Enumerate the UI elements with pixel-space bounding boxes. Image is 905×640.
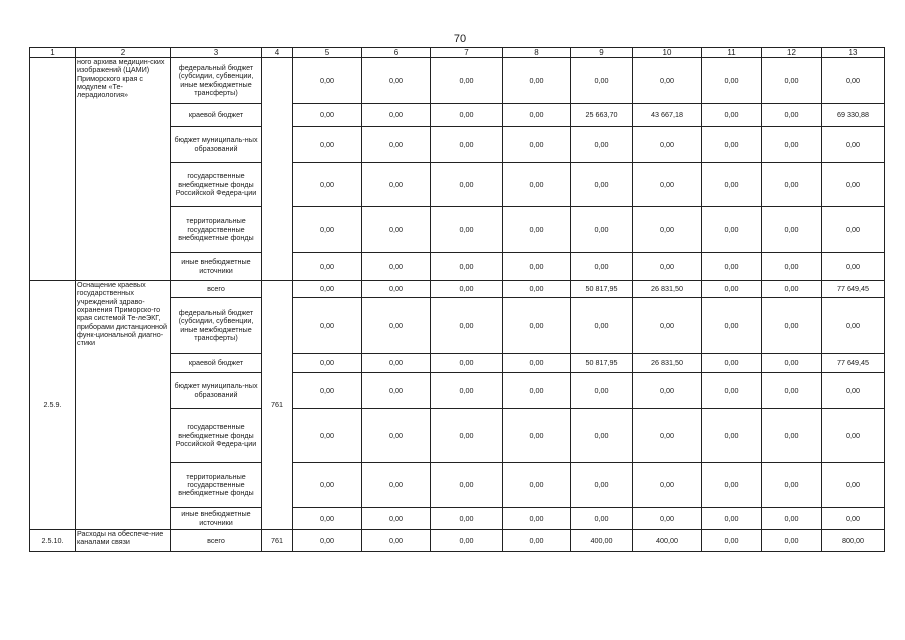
- amount-cell: 0,00: [822, 253, 885, 281]
- amount-cell: 0,00: [571, 508, 633, 530]
- amount-cell: 0,00: [762, 104, 822, 127]
- amount-cell: 0,00: [702, 281, 762, 298]
- amount-cell: 0,00: [633, 253, 702, 281]
- amount-cell: 0,00: [293, 463, 362, 508]
- amount-cell: 50 817,95: [571, 354, 633, 373]
- amount-cell: 0,00: [293, 508, 362, 530]
- amount-cell: 0,00: [362, 127, 431, 163]
- header-cell: 11: [702, 48, 762, 58]
- amount-cell: 0,00: [633, 58, 702, 104]
- amount-cell: 0,00: [571, 298, 633, 354]
- table-row: [30, 281, 885, 298]
- header-cell: 7: [431, 48, 503, 58]
- amount-cell: 0,00: [362, 409, 431, 463]
- amount-cell: 0,00: [503, 163, 571, 207]
- amount-cell: 0,00: [762, 463, 822, 508]
- amount-cell: 0,00: [702, 207, 762, 253]
- amount-cell: 0,00: [633, 207, 702, 253]
- amount-cell: 0,00: [503, 253, 571, 281]
- item-code: 2.5.10.: [30, 530, 76, 552]
- item-code: 2.5.9.: [30, 281, 76, 530]
- amount-cell: 0,00: [822, 207, 885, 253]
- amount-cell: 0,00: [822, 298, 885, 354]
- amount-cell: 0,00: [762, 298, 822, 354]
- header-cell: 3: [171, 48, 262, 58]
- amount-cell: 0,00: [431, 463, 503, 508]
- amount-cell: 0,00: [702, 127, 762, 163]
- header-cell: 9: [571, 48, 633, 58]
- amount-cell: 0,00: [762, 127, 822, 163]
- amount-cell: 0,00: [503, 281, 571, 298]
- amount-cell: 0,00: [293, 409, 362, 463]
- amount-cell: 0,00: [702, 354, 762, 373]
- funding-source: территориальные государственные внебюджетные фонды: [171, 463, 262, 508]
- amount-cell: 0,00: [633, 463, 702, 508]
- amount-cell: 69 330,88: [822, 104, 885, 127]
- amount-cell: 0,00: [362, 104, 431, 127]
- amount-cell: 0,00: [702, 104, 762, 127]
- amount-cell: 0,00: [293, 281, 362, 298]
- amount-cell: 0,00: [293, 253, 362, 281]
- amount-cell: 0,00: [293, 104, 362, 127]
- amount-cell: 0,00: [702, 253, 762, 281]
- amount-cell: 0,00: [762, 163, 822, 207]
- funding-source: федеральный бюджет (субсидии, субвенции, иные межбюджетные трансферты): [171, 58, 262, 104]
- amount-cell: 0,00: [822, 163, 885, 207]
- amount-cell: 0,00: [633, 298, 702, 354]
- amount-cell: 0,00: [431, 104, 503, 127]
- item-code: [30, 58, 76, 281]
- amount-cell: 0,00: [762, 373, 822, 409]
- amount-cell: 0,00: [503, 58, 571, 104]
- amount-cell: 0,00: [633, 127, 702, 163]
- funding-source: федеральный бюджет (субсидии, субвенции, иные межбюджетные трансферты): [171, 298, 262, 354]
- funding-source: бюджет муниципаль-ных образований: [171, 127, 262, 163]
- item-description: Расходы на обеспече-ние каналами связи: [76, 530, 171, 552]
- funding-source: иные внебюджетные источники: [171, 253, 262, 281]
- amount-cell: 0,00: [431, 58, 503, 104]
- amount-cell: 0,00: [822, 127, 885, 163]
- amount-cell: 0,00: [431, 163, 503, 207]
- amount-cell: 26 831,50: [633, 281, 702, 298]
- page-number: 70: [453, 33, 467, 45]
- amount-cell: 0,00: [702, 530, 762, 552]
- funding-source: государственные внебюджетные фонды Российской Федера-ции: [171, 163, 262, 207]
- administrator-code: 761: [262, 281, 293, 530]
- amount-cell: 0,00: [362, 163, 431, 207]
- amount-cell: 0,00: [362, 281, 431, 298]
- amount-cell: 0,00: [571, 127, 633, 163]
- funding-source: государственные внебюджетные фонды Российской Федера-ции: [171, 409, 262, 463]
- funding-source: всего: [171, 530, 262, 552]
- amount-cell: 0,00: [822, 463, 885, 508]
- amount-cell: 0,00: [822, 409, 885, 463]
- administrator-code: [262, 58, 293, 281]
- amount-cell: 0,00: [503, 104, 571, 127]
- header-cell: 12: [762, 48, 822, 58]
- amount-cell: 25 663,70: [571, 104, 633, 127]
- amount-cell: 0,00: [431, 281, 503, 298]
- amount-cell: 0,00: [293, 354, 362, 373]
- funding-source: всего: [171, 281, 262, 298]
- header-cell: 8: [503, 48, 571, 58]
- amount-cell: 0,00: [503, 463, 571, 508]
- amount-cell: 0,00: [571, 163, 633, 207]
- item-description: Оснащение краевых государственных учреждений здраво-охранения Приморско-го края системой Те-леЭКГ, приборами дистанционной функ-циональной диагно-стики: [76, 281, 171, 530]
- amount-cell: 0,00: [362, 463, 431, 508]
- amount-cell: 0,00: [503, 354, 571, 373]
- funding-source: краевой бюджет: [171, 104, 262, 127]
- amount-cell: 0,00: [702, 463, 762, 508]
- funding-source: бюджет муниципаль-ных образований: [171, 373, 262, 409]
- funding-source: иные внебюджетные источники: [171, 508, 262, 530]
- amount-cell: 0,00: [702, 163, 762, 207]
- amount-cell: 0,00: [293, 127, 362, 163]
- amount-cell: 0,00: [431, 207, 503, 253]
- amount-cell: 0,00: [822, 58, 885, 104]
- header-cell: 13: [822, 48, 885, 58]
- table-row: [30, 530, 885, 552]
- amount-cell: 0,00: [362, 354, 431, 373]
- amount-cell: 0,00: [431, 298, 503, 354]
- amount-cell: 0,00: [571, 373, 633, 409]
- amount-cell: 0,00: [762, 409, 822, 463]
- amount-cell: 0,00: [762, 281, 822, 298]
- amount-cell: 0,00: [702, 298, 762, 354]
- item-description: ного архива медицин-ских изображений (ЦАМИ) Приморского края с модулем «Те-лерадиология»: [76, 58, 171, 281]
- amount-cell: 0,00: [762, 207, 822, 253]
- amount-cell: 0,00: [431, 253, 503, 281]
- amount-cell: 0,00: [702, 409, 762, 463]
- amount-cell: 0,00: [293, 373, 362, 409]
- table-row: [30, 58, 885, 104]
- amount-cell: 0,00: [431, 409, 503, 463]
- amount-cell: 0,00: [571, 463, 633, 508]
- amount-cell: 400,00: [571, 530, 633, 552]
- amount-cell: 0,00: [431, 354, 503, 373]
- header-cell: 10: [633, 48, 702, 58]
- amount-cell: 0,00: [362, 530, 431, 552]
- amount-cell: 50 817,95: [571, 281, 633, 298]
- amount-cell: 0,00: [762, 58, 822, 104]
- budget-table: [29, 47, 885, 552]
- amount-cell: 800,00: [822, 530, 885, 552]
- amount-cell: 0,00: [362, 58, 431, 104]
- funding-source: краевой бюджет: [171, 354, 262, 373]
- amount-cell: 0,00: [431, 127, 503, 163]
- amount-cell: 0,00: [431, 530, 503, 552]
- amount-cell: 0,00: [431, 373, 503, 409]
- amount-cell: 0,00: [571, 253, 633, 281]
- amount-cell: 0,00: [633, 508, 702, 530]
- administrator-code: 761: [262, 530, 293, 552]
- header-cell: 1: [30, 48, 76, 58]
- amount-cell: 0,00: [503, 298, 571, 354]
- amount-cell: 0,00: [362, 373, 431, 409]
- amount-cell: 0,00: [571, 409, 633, 463]
- amount-cell: 77 649,45: [822, 281, 885, 298]
- amount-cell: 0,00: [633, 373, 702, 409]
- amount-cell: 0,00: [503, 409, 571, 463]
- amount-cell: 26 831,50: [633, 354, 702, 373]
- amount-cell: 0,00: [702, 508, 762, 530]
- amount-cell: 0,00: [293, 163, 362, 207]
- header-cell: 6: [362, 48, 431, 58]
- amount-cell: 0,00: [362, 207, 431, 253]
- amount-cell: 0,00: [503, 207, 571, 253]
- amount-cell: 0,00: [362, 508, 431, 530]
- amount-cell: 0,00: [633, 409, 702, 463]
- amount-cell: 0,00: [762, 530, 822, 552]
- amount-cell: 0,00: [293, 207, 362, 253]
- amount-cell: 0,00: [293, 58, 362, 104]
- amount-cell: 0,00: [702, 373, 762, 409]
- header-row: [30, 48, 885, 58]
- amount-cell: 0,00: [293, 298, 362, 354]
- amount-cell: 43 667,18: [633, 104, 702, 127]
- amount-cell: 0,00: [822, 373, 885, 409]
- amount-cell: 0,00: [571, 207, 633, 253]
- amount-cell: 0,00: [362, 253, 431, 281]
- amount-cell: 77 649,45: [822, 354, 885, 373]
- amount-cell: 0,00: [293, 530, 362, 552]
- amount-cell: 0,00: [762, 253, 822, 281]
- header-cell: 2: [76, 48, 171, 58]
- header-cell: 4: [262, 48, 293, 58]
- amount-cell: 0,00: [503, 127, 571, 163]
- amount-cell: 0,00: [571, 58, 633, 104]
- amount-cell: 0,00: [503, 373, 571, 409]
- amount-cell: 0,00: [503, 530, 571, 552]
- amount-cell: 0,00: [362, 298, 431, 354]
- amount-cell: 0,00: [762, 508, 822, 530]
- amount-cell: 0,00: [503, 508, 571, 530]
- amount-cell: 0,00: [431, 508, 503, 530]
- amount-cell: 400,00: [633, 530, 702, 552]
- amount-cell: 0,00: [762, 354, 822, 373]
- amount-cell: 0,00: [822, 508, 885, 530]
- funding-source: территориальные государственные внебюджетные фонды: [171, 207, 262, 253]
- amount-cell: 0,00: [702, 58, 762, 104]
- header-cell: 5: [293, 48, 362, 58]
- amount-cell: 0,00: [633, 163, 702, 207]
